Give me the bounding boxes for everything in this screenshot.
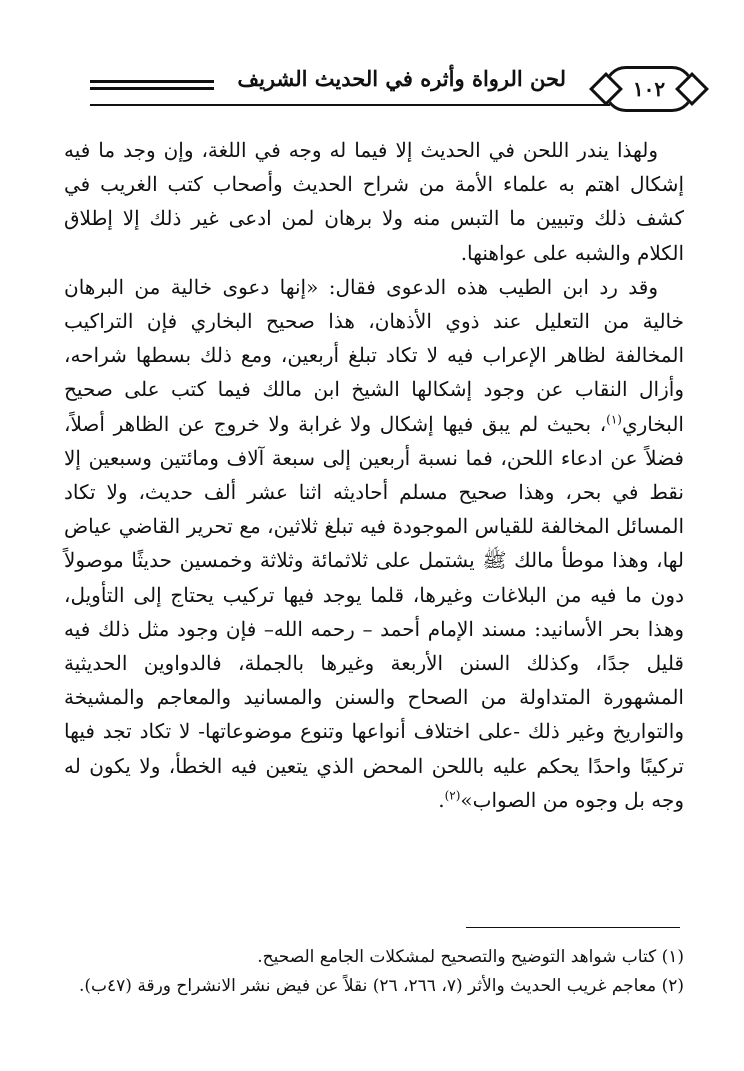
paragraph-2-start: وقد رد ابن الطيب هذه الدعوى فقال: «إنها دعوى خالية من البرهان خالية من التعليل عند ذوي الأذهان، هذا صحيح البخاري فإن التراكيب المخالفة لظاهر الإعراب فيه لا تكاد تبلغ أربعين، ومع ذلك بسطها شراحه، وأزال النقاب عن وجود إشكالها الشيخ ابن مالك فيما كتب على صحيح البخاري	[64, 274, 684, 436]
page-number-badge	[604, 66, 694, 112]
main-text	[64, 133, 684, 817]
paragraph-2-continued: ، بحيث لم يبق فيها إشكال ولا غرابة ولا خروج عن الظاهر أصلاً، فضلاً عن ادعاء اللحن، فما نسبة أربعين إلى سبعة آلاف ومائتين وسبعين إلا نقط في بحر، وهذا صحيح مسلم أحاديثه اثنا عشر ألف حديث، ولا تكاد المسائل المخالفة للقياس الموجودة فيه تبلغ ثلاثين، مع تحرير القاضي عياض لها، وهذا موطأ مالك ﷺ يشتمل على ثلاثمائة وثلاثة وخمسين حديثًا موصولاً دون ما فيه من البلاغات وغيرها، قلما يوجد فيها تركيب يحتاج إلى التأويل، وهذا بحر الأسانيد: مسند الإمام أحمد – رحمه الله– فإن وجود مثل ذلك فيه قليل جدًا، وكذلك السنن الأربعة وغيرها بالجملة، فالدواوين الحديثية المشهورة المتداولة من الصحاح والسنن والمسانيد والمعاجم والمشيخة والتواريخ وغير ذلك -على اختلاف أنواعها وتنوع موضوعاتها- لا تكاد تجد فيها تركيبًا واحدًا يحكم عليه باللحن المحض الذي يتعين فيه الخطأ، ولا يكون له وجه بل وجوه من الصواب»	[64, 411, 684, 812]
footnote-ref-2: (٢)	[444, 788, 461, 803]
paragraph-1: ولهذا يندر اللحن في الحديث إلا فيما له وجه في اللغة، وإن وجد ما فيه إشكال اهتم به علماء الأمة من شراح الحديث وأصحاب كتب الغريب في كشف ذلك وتبيين ما التبس منه ولا برهان لمن ادعى غير ذلك إلا إطلاق الكلام والشبه على عواهنها.	[64, 138, 684, 265]
paragraph-end-mark: .	[438, 787, 445, 812]
page-header	[90, 58, 670, 106]
footnote-1: (١) كتاب شواهد التوضيح والتصحيح لمشكلات الجامع الصحيح.	[257, 947, 684, 967]
header-divider	[90, 104, 610, 106]
running-title: لحن الرواة وأثره في الحديث الشريف	[237, 66, 566, 91]
footnote-ref-1: (١)	[606, 411, 622, 426]
footnote-2: (٢) معاجم غريب الحديث والأثر (٧، ٢٦٦، ٢٦) نقلاً عن فيض نشر الانشراح ورقة (٤٧ب).	[78, 976, 684, 996]
footnote-separator	[466, 927, 680, 928]
footnotes	[64, 943, 684, 1001]
paragraph-2	[64, 270, 684, 817]
header-ornament-rule	[90, 80, 214, 94]
page-number: ١٠٢	[632, 77, 666, 101]
